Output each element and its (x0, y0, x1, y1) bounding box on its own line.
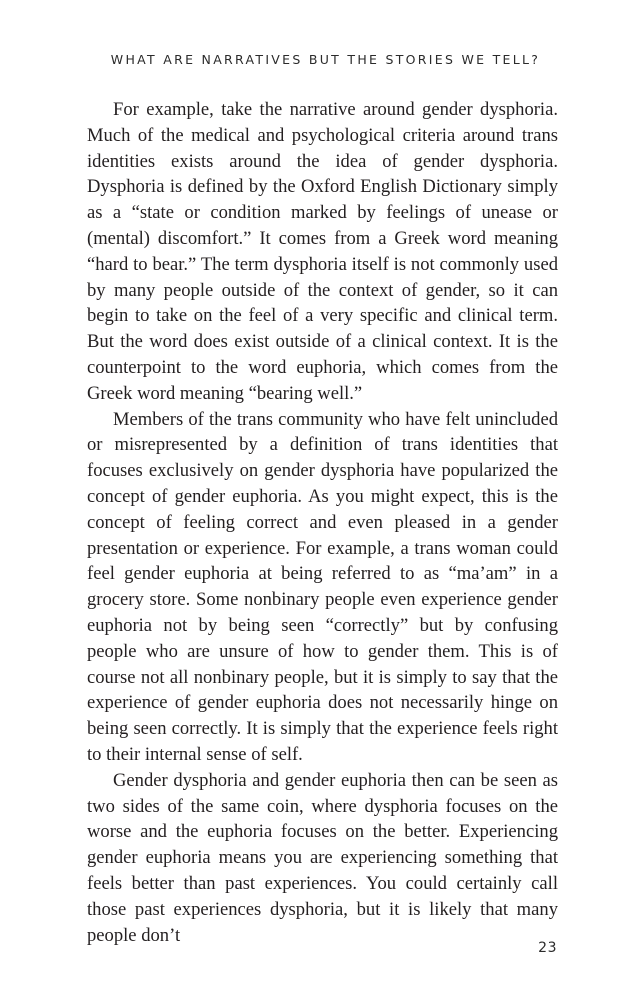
paragraph: For example, take the narrative around gender dysphoria. Much of the medical and psychological criteria around trans identities exists around the idea of gender dysphoria. Dysphoria is defined by the Oxford English Dictionary simply as a “state or condition marked by feelings of unease or (mental) discomfort.” It comes from a Greek word meaning “hard to bear.” The term dysphoria itself is not commonly used by many people outside of the context of gender, so it can begin to take on the feel of a very specific and clinical term. But the word does exist outside of a clinical context. It is the counterpoint to the word euphoria, which comes from the Greek word meaning “bearing well.” (87, 99, 558, 404)
paragraph: Members of the trans community who have felt unincluded or misrepresented by a definition of trans identities that focuses exclusively on gender dysphoria have popularized the concept of gender euphoria. As you might expect, this is the concept of feeling correct and even pleased in a gender presentation or experience. For example, a trans woman could feel gender euphoria at being referred to as “ma’am” in a grocery store. Some nonbinary people even experience gender euphoria not by being seen “correctly” but by confusing people who are unsure of how to gender them. This is of course not all nonbinary people, but it is simply to say that the experience of gender euphoria does not necessarily hinge on being seen correctly. It is simply that the experience feels right to their internal sense of self. (87, 408, 558, 765)
running-head: WHAT ARE NARRATIVES BUT THE STORIES WE TELL? (110, 52, 541, 67)
page-number: 23 (538, 940, 557, 956)
body-text (87, 97, 558, 948)
paragraph: Gender dysphoria and gender euphoria then can be seen as two sides of the same coin, where dysphoria focuses on the worse and the euphoria focuses on the better. Experiencing gender euphoria means you are experiencing something that feels better than past experiences. You could certainly call those past experiences dysphoria, but it is likely that many people don’t (87, 769, 558, 946)
